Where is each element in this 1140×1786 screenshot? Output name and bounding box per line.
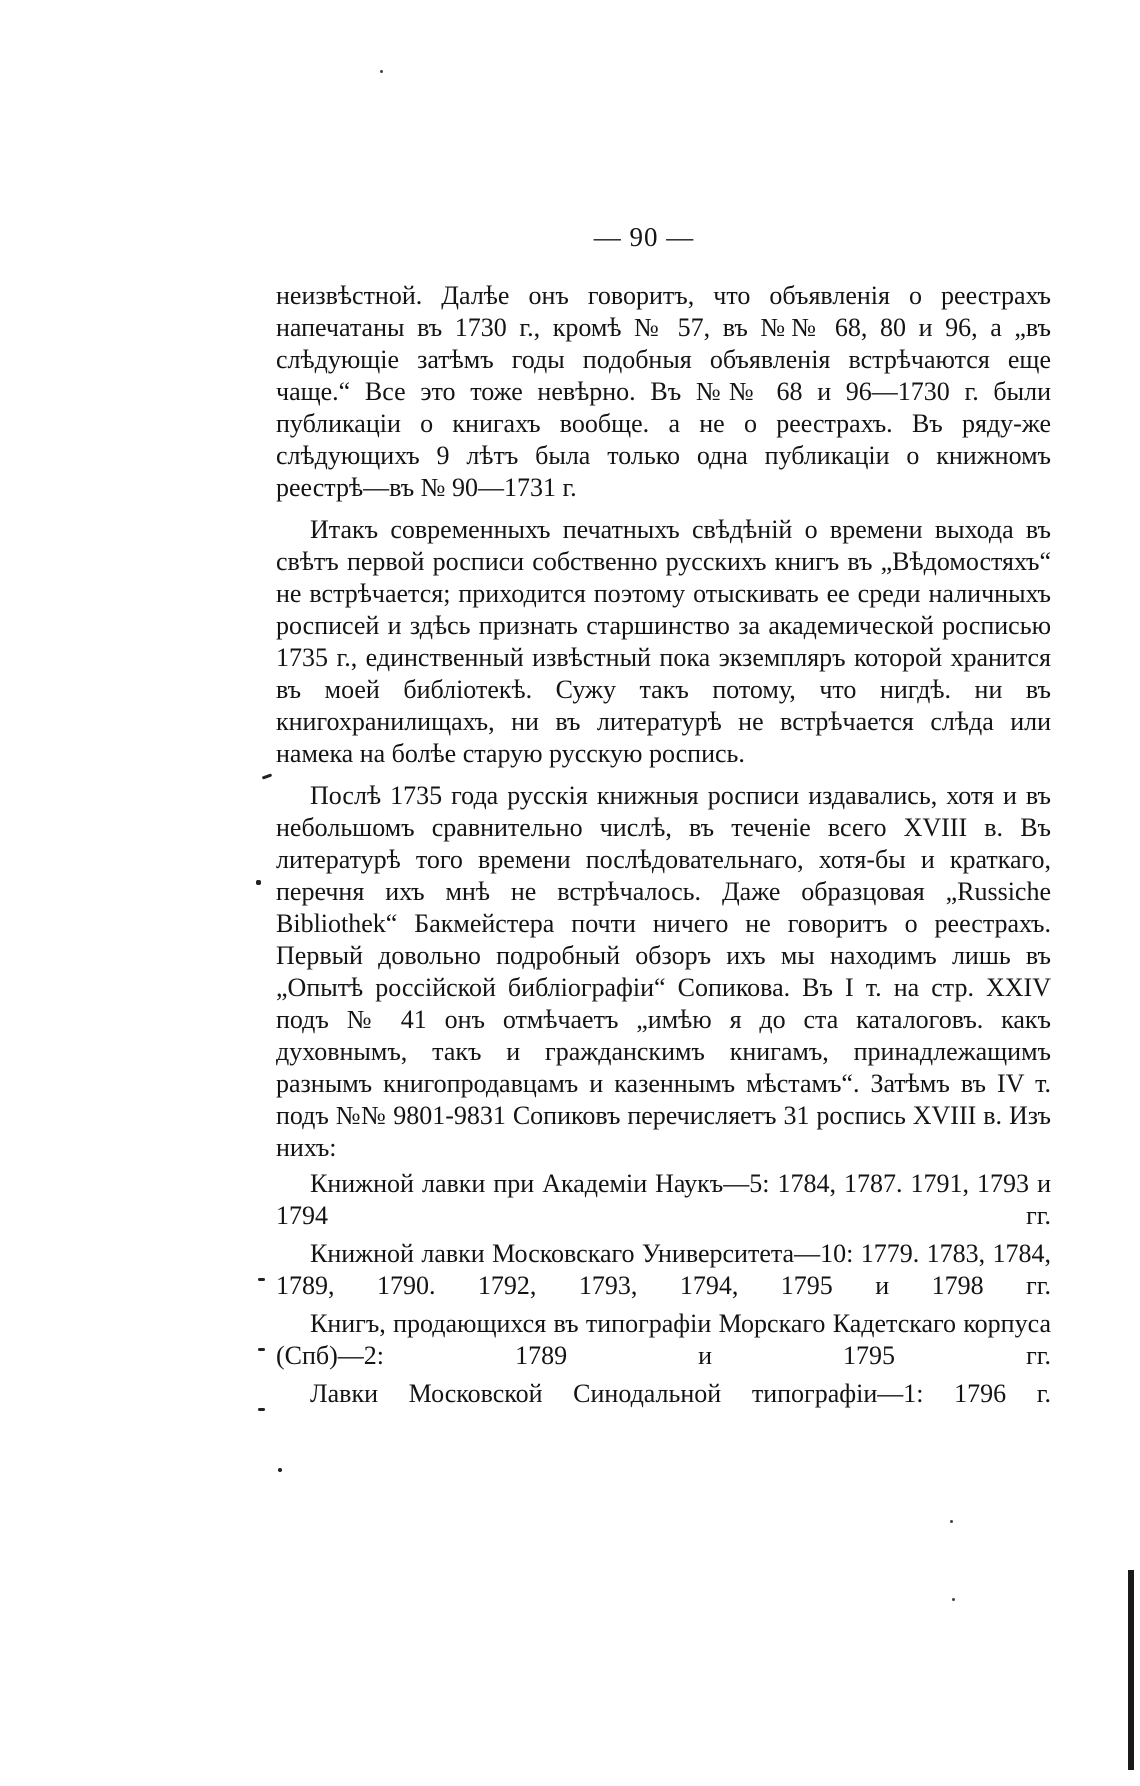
- list-item: Книжной лавки Московскаго Университета—10: 1779. 1783, 1784, 1789, 1790. 1792, 1793, 1794, 1795 и 1798 гг.: [276, 1239, 1051, 1300]
- paragraph-1: неизвѣстной. Далѣе онъ говоритъ, что объявленія о реестрахъ напечатаны въ 1730 г., кромѣ № 57, въ №№ 68, 80 и 96, а „въ слѣдующіе затѣмъ годы подобныя объявленія встрѣчаются еще чаще.“ Все это тоже невѣрно. Въ №№ 68 и 96—1730 г. были публикаціи о книгахъ вообще. а не о реестрахъ. Въ ряду-же слѣдующихъ 9 лѣтъ была только одна публикаціи о книжномъ реестрѣ—въ № 90—1731 г.: [276, 281, 1051, 502]
- paragraph-gap: [276, 504, 1051, 514]
- paragraph-3: Послѣ 1735 года русскія книжныя росписи издавались, хотя и въ небольшомъ сравнительно числѣ, въ теченіе всего XVIII в. Въ литературѣ того времени послѣдовательнаго, хотя-бы и краткаго, перечня ихъ мнѣ не встрѣчалось. Даже образцовая „Russiche Bibliothek“ Бакмейстера почти ничего не говоритъ о реестрахъ. Первый довольно подробный обзоръ ихъ мы находимъ лишь въ „Опытѣ россійской библіографіи“ Сопикова. Въ I т. на стр. XXIV подъ № 41 онъ отмѣчаетъ „имѣю я до ста каталоговъ. какъ духовнымъ, такъ и гражданскимъ книгамъ, принадлежащимъ разнымъ книгопродавцамъ и казеннымъ мѣстамъ“. Затѣмъ въ IV т. подъ №№ 9801-9831 Сопиковъ перечисляетъ 31 роспись XVIII в. Изъ нихъ:: [276, 781, 1051, 1162]
- margin-mark: [258, 1408, 265, 1411]
- margin-mark: [278, 1468, 282, 1472]
- text-block: [276, 280, 1051, 1410]
- page-edge-shadow: [1128, 1570, 1134, 1770]
- list-item: Лавки Московской Синодальной типографіи—1: 1796 г.: [310, 1379, 1051, 1408]
- paragraph-gap: [276, 770, 1051, 780]
- margin-mark: [258, 1278, 265, 1281]
- list-item: Книгъ, продающихся въ типографіи Морскаго Кадетскаго корпуса (Спб)—2: 1789 и 1795 гг.: [276, 1309, 1051, 1370]
- margin-mark: [258, 1348, 265, 1351]
- paper-speck: [952, 1598, 955, 1601]
- paragraph-2: Итакъ современныхъ печатныхъ свѣдѣній о времени выхода въ свѣтъ первой росписи собственно русскихъ книгъ въ „Вѣдомостяхъ“ не встрѣчается; приходится поэтому отыскивать ее среди наличныхъ росписей и здѣсь признать старшинство за академической росписью 1735 г., единственный извѣстный пока экземпляръ которой хранится въ моей библіотекѣ. Сужу такъ потому, что нигдѣ. ни въ книгохранилищахъ, ни въ литературѣ не встрѣчается слѣда или намека на болѣе старую русскую роспись.: [276, 515, 1051, 768]
- margin-mark: [256, 880, 261, 885]
- paper-speck: [380, 70, 383, 73]
- page-number: — 90 —: [593, 222, 695, 252]
- list-item: Книжной лавки при Академіи Наукъ—5: 1784, 1787. 1791, 1793 и 1794 гг.: [276, 1169, 1051, 1230]
- margin-mark: [262, 773, 272, 779]
- paper-speck: [950, 1520, 953, 1523]
